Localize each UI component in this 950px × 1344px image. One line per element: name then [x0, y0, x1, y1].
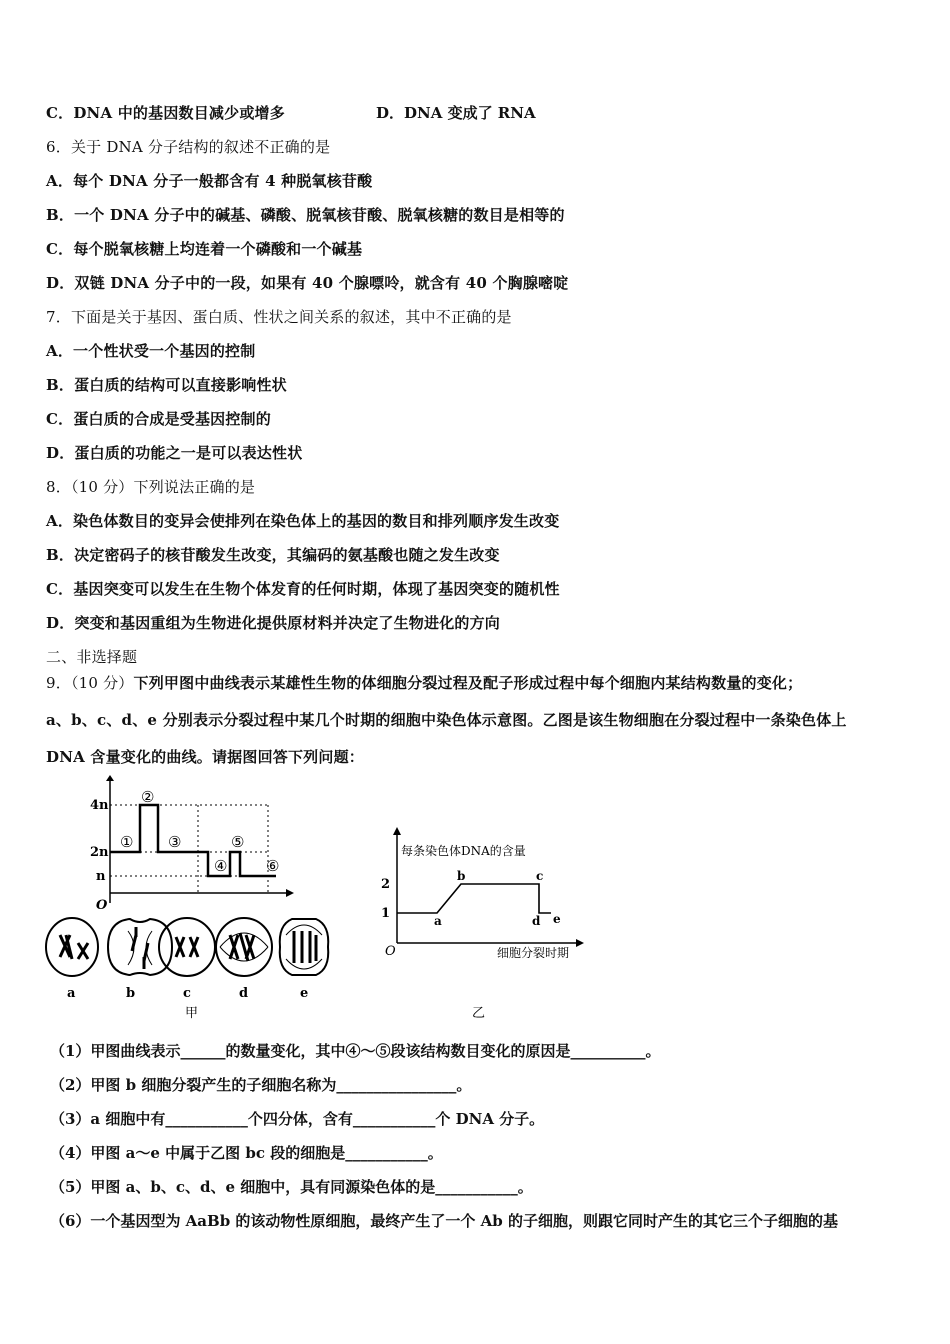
yi-point-d: d: [532, 914, 541, 928]
yi-point-c: c: [536, 869, 544, 883]
jia-y-label-4n: 4n: [90, 798, 109, 813]
q9-stem-line3: DNA 含量变化的曲线。请据图回答下列问题：: [46, 748, 364, 766]
yi-y-arrow: [393, 827, 401, 835]
cell-label-a: a: [67, 986, 76, 1001]
yi-curve: [397, 884, 551, 913]
q6-option-b: B．一个 DNA 分子中的碱基、磷酸、脱氧核苷酸、脱氧核糖的数目是相等的: [46, 206, 565, 224]
q9-stem-line2: a、b、c、d、e 分别表示分裂过程中某几个时期的细胞中染色体示意图。乙图是该生物细胞在分裂过程中一条染色体上: [46, 711, 847, 729]
jia-origin: O: [96, 898, 108, 913]
jia-seg-6: ⑥: [266, 857, 280, 875]
q7-option-b: B．蛋白质的结构可以直接影响性状: [46, 376, 287, 394]
cell-label-d: d: [239, 986, 249, 1001]
q8-stem: [46, 476, 255, 497]
jia-seg-4: ④: [214, 857, 228, 875]
q6-option-d: D．双链 DNA 分子中的一段，如果有 40 个腺嘌呤，就含有 40 个胸腺嘧啶: [46, 274, 569, 292]
q8-option-c: C．基因突变可以发生在生物个体发育的任何时期，体现了基因突变的随机性: [46, 580, 560, 598]
jia-x-arrow: [286, 889, 294, 897]
q9-points: （10 分）: [70, 674, 134, 692]
figure-yi: [375, 825, 595, 1020]
q6-option-a: A．每个 DNA 分子一般都含有 4 种脱氧核苷酸: [46, 172, 373, 190]
jia-seg-3: ③: [168, 833, 182, 851]
jia-y-label-2n: 2n: [90, 845, 109, 860]
jia-y-label-n: n: [96, 869, 106, 884]
cell-d: [216, 918, 272, 976]
q8-points: （10 分）: [70, 478, 134, 496]
yi-ytick-1: 1: [381, 906, 391, 921]
q8-stem-text: 下列说法正确的是: [133, 478, 256, 496]
cell-a: [46, 918, 98, 976]
q7-option-a: A．一个性状受一个基因的控制: [46, 342, 256, 360]
q6-stem: [46, 136, 330, 157]
q5-option-d: D．DNA 变成了 RNA: [376, 104, 536, 122]
q9-sub-1: （1）甲图曲线表示______的数量变化，其中④～⑤段该结构数目变化的原因是__________。: [50, 1042, 661, 1060]
q6-stem-text: 关于 DNA 分子结构的叙述不正确的是: [70, 138, 331, 156]
yi-ylabel: 每条染色体DNA的含量: [401, 844, 526, 858]
q9-sub-4: （4）甲图 a～e 中属于乙图 bc 段的细胞是___________。: [50, 1144, 443, 1162]
q7-option-c: C．蛋白质的合成是受基因控制的: [46, 410, 271, 428]
yi-x-arrow: [576, 939, 584, 947]
q9-stem1: 下列甲图中曲线表示某雄性生物的体细胞分裂过程及配子形成过程中每个细胞内某结构数量的变化；: [133, 674, 803, 692]
jia-curve: [110, 805, 276, 876]
q9-stem-line1: [46, 672, 802, 693]
cell-c: [159, 918, 215, 976]
figure-jia: [40, 775, 350, 1025]
q8-option-b: B．决定密码子的核苷酸发生改变，其编码的氨基酸也随之发生改变: [46, 546, 500, 564]
yi-point-e: e: [553, 912, 561, 926]
yi-origin: O: [385, 944, 396, 959]
yi-ytick-2: 2: [381, 877, 391, 892]
q7-number: 7．: [46, 308, 71, 326]
cell-label-c: c: [183, 986, 191, 1001]
q6-number: 6．: [46, 138, 71, 156]
q6-option-c: C．每个脱氧核糖上均连着一个磷酸和一个碱基: [46, 240, 363, 258]
q8-option-a: A．染色体数目的变异会使排列在染色体上的基因的数目和排列顺序发生改变: [46, 512, 560, 530]
q7-stem-text: 下面是关于基因、蛋白质、性状之间关系的叙述，其中不正确的是: [70, 308, 512, 326]
yi-point-a: a: [434, 914, 442, 928]
yi-point-b: b: [457, 869, 466, 883]
q9-sub-2: （2）甲图 b 细胞分裂产生的子细胞名称为________________。: [50, 1076, 472, 1094]
q7-option-d: D．蛋白质的功能之一是可以表达性状: [46, 444, 303, 462]
q9-number: 9．: [46, 674, 71, 692]
jia-seg-2: ②: [141, 788, 155, 806]
cell-b: [108, 919, 172, 975]
q9-sub-5: （5）甲图 a、b、c、d、e 细胞中，具有同源染色体的是___________。: [50, 1178, 533, 1196]
q5-option-c: C．DNA 中的基因数目减少或增多: [46, 104, 285, 122]
cell-label-e: e: [300, 986, 309, 1001]
cell-label-b: b: [126, 986, 136, 1001]
cell-e: [280, 919, 329, 975]
section-heading: 二、非选择题: [46, 648, 138, 666]
yi-caption: 乙: [472, 1006, 486, 1020]
jia-seg-5: ⑤: [231, 833, 245, 851]
jia-seg-1: ①: [120, 833, 134, 851]
yi-xlabel: 细胞分裂时期: [497, 946, 570, 960]
q9-sub-6: （6）一个基因型为 AaBb 的该动物性原细胞，最终产生了一个 Ab 的子细胞，则跟它同时产生的其它三个子细胞的基: [50, 1212, 838, 1230]
q8-number: 8．: [46, 478, 71, 496]
q8-option-d: D．突变和基因重组为生物进化提供原材料并决定了生物进化的方向: [46, 614, 501, 632]
jia-caption: 甲: [185, 1006, 199, 1021]
q7-stem: [46, 306, 512, 327]
jia-y-arrow: [106, 775, 114, 781]
q9-sub-3: （3）a 细胞中有___________个四分体，含有___________个 DNA 分子。: [50, 1110, 545, 1128]
